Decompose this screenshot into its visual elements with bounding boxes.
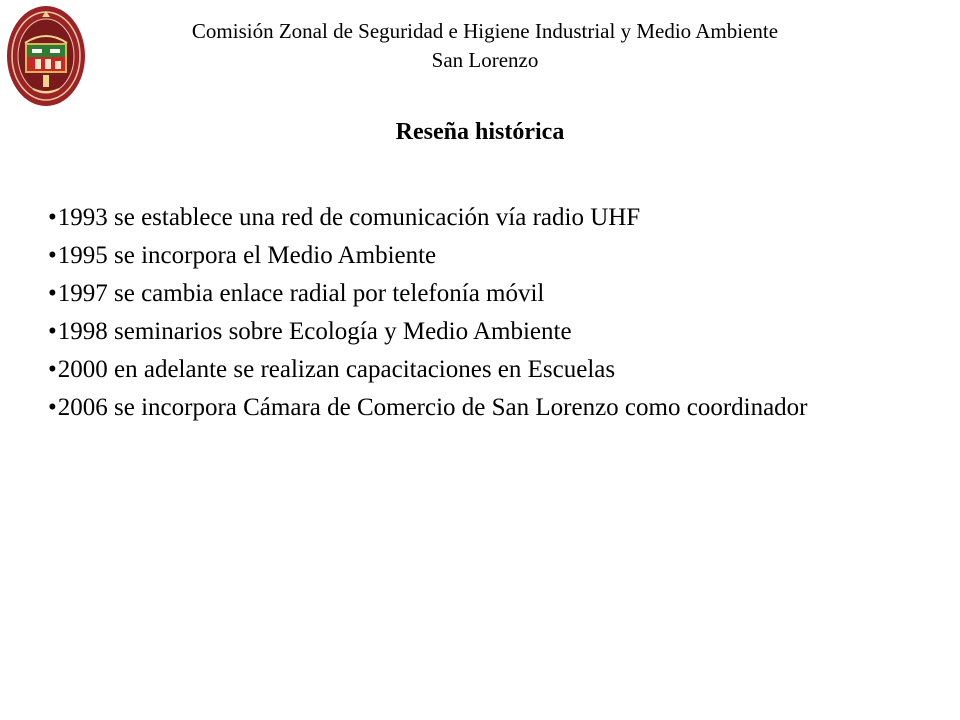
list-item <box>48 313 928 351</box>
organization-header <box>90 17 880 75</box>
history-list <box>48 199 928 427</box>
list-item <box>48 237 928 275</box>
organization-name: Comisión Zonal de Seguridad e Higiene Industrial y Medio Ambiente <box>191 19 779 43</box>
list-item <box>48 199 928 237</box>
list-item-text: 2006 se incorpora Cámara de Comercio de San Lorenzo como coordinador <box>57 394 808 421</box>
list-item-text: 2000 en adelante se realizan capacitaciones en Escuelas <box>57 356 616 383</box>
organization-location: San Lorenzo <box>431 48 539 72</box>
list-item-text: 1997 se cambia enlace radial por telefonía móvil <box>57 280 545 307</box>
page-title: Reseña histórica <box>395 119 565 145</box>
list-item <box>48 275 928 313</box>
list-item-text: 1995 se incorpora el Medio Ambiente <box>57 242 437 269</box>
list-item <box>48 389 928 427</box>
list-item-text: 1993 se establece una red de comunicación vía radio UHF <box>57 204 641 231</box>
list-item <box>48 351 928 389</box>
list-item-text: 1998 seminarios sobre Ecología y Medio Ambiente <box>57 318 572 345</box>
municipal-seal-icon <box>5 3 87 109</box>
